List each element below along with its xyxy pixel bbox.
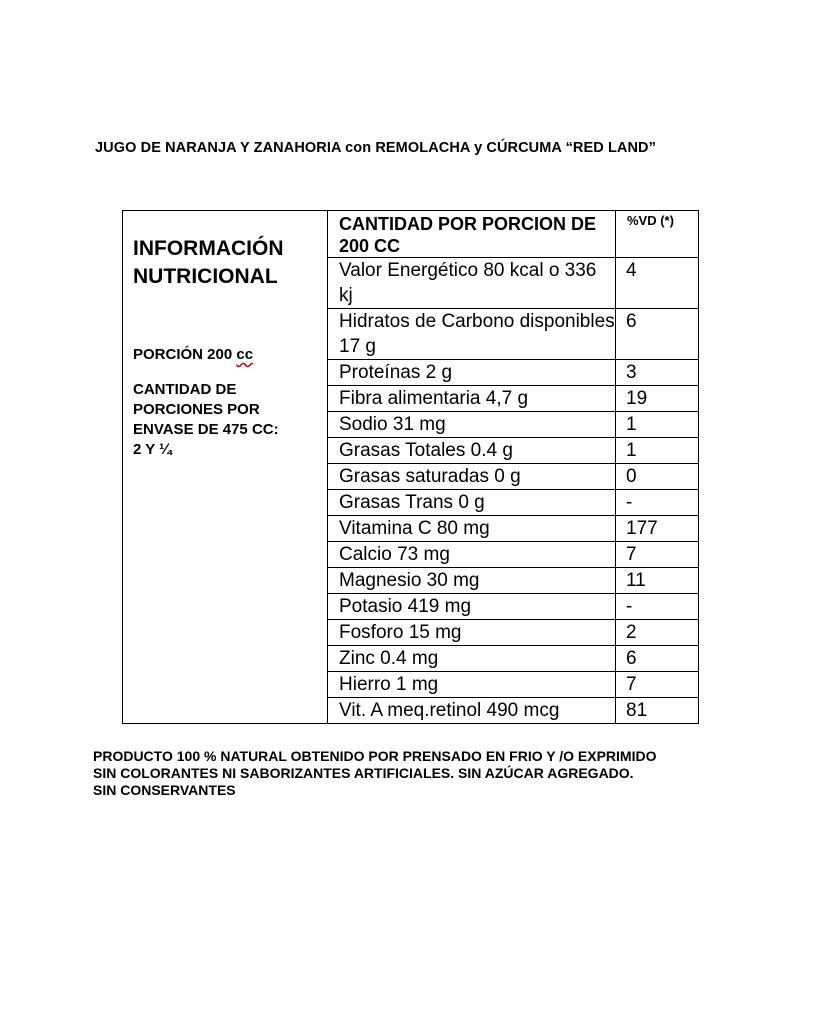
- nutrient-daily-value: 11: [616, 568, 699, 594]
- servings-per-container: [133, 380, 327, 460]
- nutrient-name: Hierro 1 mg: [328, 672, 616, 698]
- nutrient-daily-value: 3: [616, 360, 699, 386]
- header-daily-value: %VD (*): [616, 211, 699, 258]
- nutrient-daily-value: -: [616, 594, 699, 620]
- nutrient-daily-value: 81: [616, 698, 699, 724]
- nutrient-daily-value: 1: [616, 412, 699, 438]
- panel-heading: [133, 235, 327, 291]
- nutrition-table: [122, 210, 699, 724]
- nutrient-daily-value: 6: [616, 309, 699, 360]
- claim-line1: PRODUCTO 100 % NATURAL OBTENIDO POR PRENSADO EN FRIO Y /O EXPRIMIDO: [93, 748, 657, 764]
- nutrition-info-panel: [123, 211, 328, 724]
- nutrient-name: Grasas Totales 0.4 g: [328, 438, 616, 464]
- nutrient-name: Grasas Trans 0 g: [328, 490, 616, 516]
- nutrient-daily-value: 0: [616, 464, 699, 490]
- header-amount-per-serving: CANTIDAD POR PORCION DE 200 CC: [328, 211, 616, 258]
- nutrient-name: Hidratos de Carbono disponibles 17 g: [328, 309, 616, 360]
- portion-label: PORCIÓN 200: [133, 346, 237, 363]
- claim-line3: SIN CONSERVANTES: [93, 782, 236, 798]
- nutrient-daily-value: 4: [616, 258, 699, 309]
- nutrient-daily-value: 7: [616, 672, 699, 698]
- nutrient-name: Valor Energético 80 kcal o 336 kj: [328, 258, 616, 309]
- claim-line2: SIN COLORANTES NI SABORIZANTES ARTIFICIALES. SIN AZÚCAR AGREGADO.: [93, 765, 634, 781]
- panel-heading-line1: INFORMACIÓN: [133, 237, 284, 260]
- nutrient-daily-value: 7: [616, 542, 699, 568]
- nutrient-name: Sodio 31 mg: [328, 412, 616, 438]
- product-title: JUGO DE NARANJA Y ZANAHORIA con REMOLACHA y CÚRCUMA “RED LAND”: [95, 140, 656, 156]
- servings-line3: ENVASE DE 475 CC:: [133, 421, 279, 438]
- servings-line2: PORCIONES POR: [133, 401, 260, 418]
- nutrient-name: Magnesio 30 mg: [328, 568, 616, 594]
- nutrient-daily-value: 2: [616, 620, 699, 646]
- nutrient-name: Fibra alimentaria 4,7 g: [328, 386, 616, 412]
- nutrient-daily-value: 177: [616, 516, 699, 542]
- panel-heading-line2: NUTRICIONAL: [133, 265, 278, 288]
- nutrient-daily-value: 1: [616, 438, 699, 464]
- nutrient-name: Grasas saturadas 0 g: [328, 464, 616, 490]
- nutrient-name: Fosforo 15 mg: [328, 620, 616, 646]
- product-claims: [93, 748, 656, 799]
- table-header-row: [123, 211, 699, 258]
- nutrient-daily-value: -: [616, 490, 699, 516]
- nutrient-name: Zinc 0.4 mg: [328, 646, 616, 672]
- nutrient-name: Proteínas 2 g: [328, 360, 616, 386]
- nutrient-name: Vitamina C 80 mg: [328, 516, 616, 542]
- nutrient-name: Potasio 419 mg: [328, 594, 616, 620]
- nutrient-daily-value: 6: [616, 646, 699, 672]
- portion-size: [133, 345, 327, 364]
- nutrient-daily-value: 19: [616, 386, 699, 412]
- portion-unit: cc: [236, 346, 254, 363]
- nutrient-name: Vit. A meq.retinol 490 mcg: [328, 698, 616, 724]
- servings-line4: 2 Y ¼: [133, 441, 172, 458]
- servings-line1: CANTIDAD DE: [133, 381, 237, 398]
- nutrient-name: Calcio 73 mg: [328, 542, 616, 568]
